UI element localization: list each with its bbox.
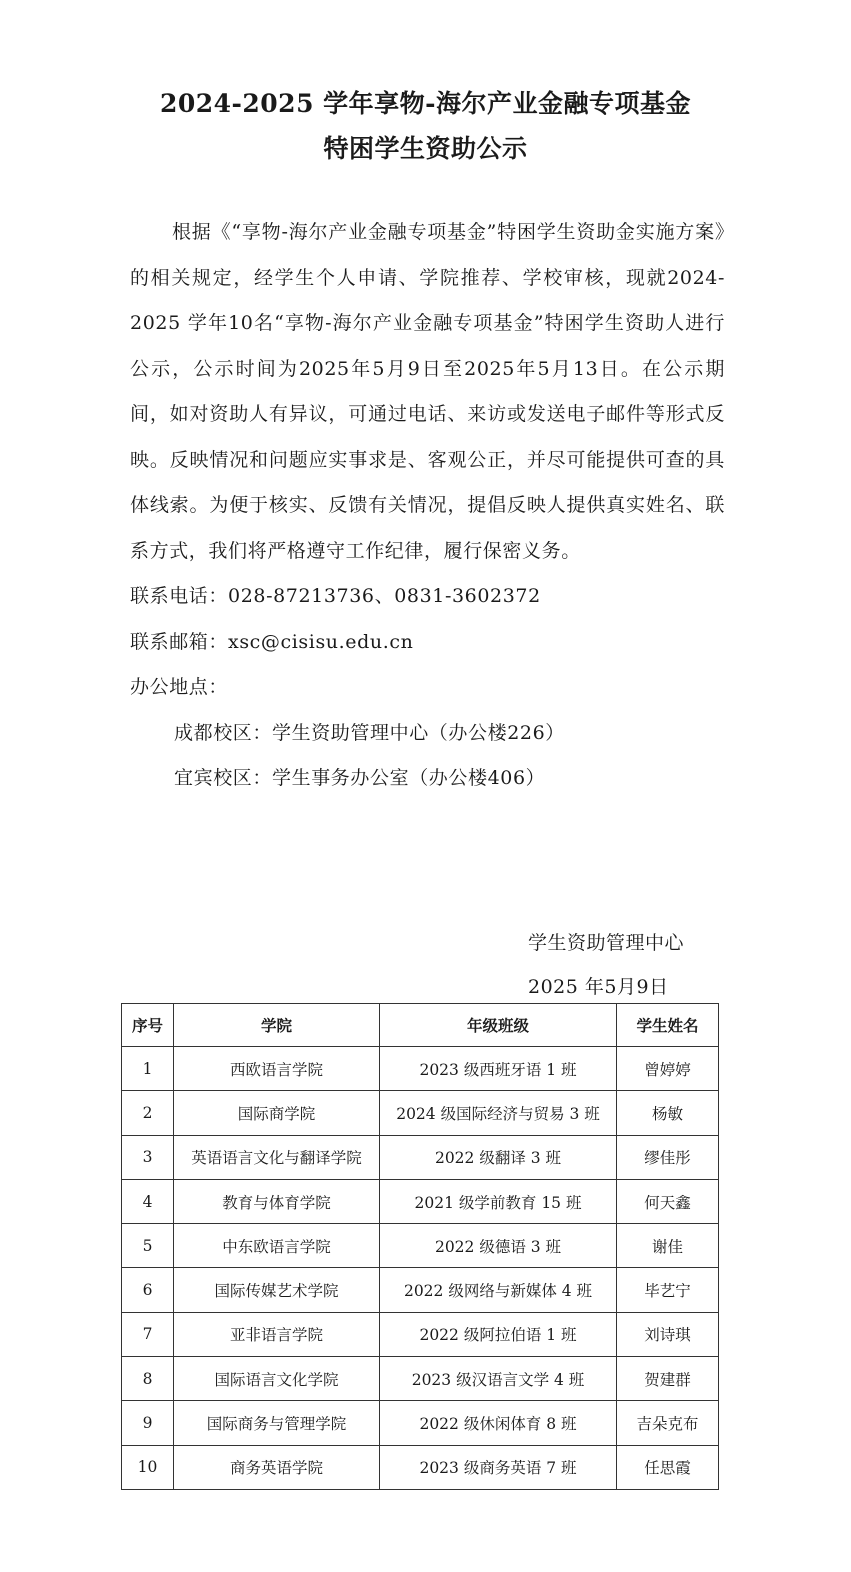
table-row bbox=[122, 1312, 719, 1356]
row-index: 4 bbox=[122, 1179, 174, 1223]
row-college: 教育与体育学院 bbox=[174, 1179, 380, 1223]
table-row bbox=[122, 1401, 719, 1445]
contact-email: 联系邮箱：xsc@cisisu.edu.cn bbox=[130, 630, 414, 653]
announcement-paragraph: 根据《“享物-海尔产业金融专项基金”特困学生资助金实施方案》的相关规定，经学生个人申请、学院推荐、学校审核，现就2024-2025 学年10名“享物-海尔产业金融专项基金”特困学生资助人进行公示，公示时间为2025年5月9日至2025年5月13日。在公示期间，如对资助人有异议，可通过电话、来访或发送电子邮件等形式反映。反映情况和问题应实事求是、客观公正，并尽可能提供可查的具体线索。为便于核实、反馈有关情况，提倡反映人提供真实姓名、联系方式，我们将严格遵守工作纪律，履行保密义务。 bbox=[130, 221, 725, 562]
row-index: 10 bbox=[122, 1445, 174, 1489]
row-college: 国际商务与管理学院 bbox=[174, 1401, 380, 1445]
header-class: 年级班级 bbox=[380, 1004, 617, 1047]
row-student-name: 何天鑫 bbox=[617, 1179, 719, 1223]
row-student-name: 贺建群 bbox=[617, 1357, 719, 1401]
row-college: 英语语言文化与翻译学院 bbox=[174, 1135, 380, 1179]
row-index: 3 bbox=[122, 1135, 174, 1179]
row-index: 1 bbox=[122, 1047, 174, 1091]
row-student-name: 毕艺宁 bbox=[617, 1268, 719, 1312]
row-class: 2022 级网络与新媒体 4 班 bbox=[380, 1268, 617, 1312]
row-class: 2021 级学前教育 15 班 bbox=[380, 1179, 617, 1223]
office-yibin: 宜宾校区：学生事务办公室（办公楼406） bbox=[174, 767, 546, 789]
row-college: 国际语言文化学院 bbox=[174, 1357, 380, 1401]
header-index: 序号 bbox=[122, 1004, 174, 1047]
row-college: 中东欧语言学院 bbox=[174, 1224, 380, 1268]
page-title-line1: 2024-2025 学年享物-海尔产业金融专项基金 bbox=[159, 89, 692, 118]
row-class: 2022 级休闲体育 8 班 bbox=[380, 1401, 617, 1445]
table-row bbox=[122, 1268, 719, 1312]
row-class: 2022 级翻译 3 班 bbox=[380, 1135, 617, 1179]
office-chengdu: 成都校区：学生资助管理中心（办公楼226） bbox=[174, 721, 565, 744]
header-student-name: 学生姓名 bbox=[617, 1004, 719, 1047]
row-college: 商务英语学院 bbox=[174, 1445, 380, 1489]
row-class: 2024 级国际经济与贸易 3 班 bbox=[380, 1091, 617, 1135]
table-header-row bbox=[122, 1004, 719, 1047]
row-index: 9 bbox=[122, 1401, 174, 1445]
row-college: 国际传媒艺术学院 bbox=[174, 1268, 380, 1312]
table-row bbox=[122, 1179, 719, 1223]
header-college: 学院 bbox=[174, 1004, 380, 1047]
row-student-name: 缪佳彤 bbox=[617, 1135, 719, 1179]
contact-phone: 联系电话：028-87213736、0831-3602372 bbox=[130, 585, 541, 607]
row-student-name: 吉朵克布 bbox=[617, 1401, 719, 1445]
row-student-name: 任思霞 bbox=[617, 1445, 719, 1489]
signature-date: 2025 年5月9日 bbox=[528, 976, 669, 998]
row-class: 2023 级商务英语 7 班 bbox=[380, 1445, 617, 1489]
row-student-name: 谢佳 bbox=[617, 1224, 719, 1268]
row-index: 8 bbox=[122, 1357, 174, 1401]
page-title-line2: 特困学生资助公示 bbox=[323, 134, 528, 163]
row-index: 5 bbox=[122, 1224, 174, 1268]
row-class: 2023 级汉语言文学 4 班 bbox=[380, 1357, 617, 1401]
row-student-name: 刘诗琪 bbox=[617, 1312, 719, 1356]
row-class: 2022 级德语 3 班 bbox=[380, 1224, 617, 1268]
row-student-name: 曾婷婷 bbox=[617, 1047, 719, 1091]
signature-org: 学生资助管理中心 bbox=[528, 932, 685, 954]
table-row bbox=[122, 1047, 719, 1091]
office-label: 办公地点： bbox=[130, 676, 229, 698]
row-class: 2022 级阿拉伯语 1 班 bbox=[380, 1312, 617, 1356]
row-college: 国际商学院 bbox=[174, 1091, 380, 1135]
recipients-table bbox=[121, 1003, 719, 1490]
row-college: 亚非语言学院 bbox=[174, 1312, 380, 1356]
table-row bbox=[122, 1091, 719, 1135]
table-row bbox=[122, 1135, 719, 1179]
row-student-name: 杨敏 bbox=[617, 1091, 719, 1135]
row-index: 7 bbox=[122, 1312, 174, 1356]
table-row bbox=[122, 1445, 719, 1489]
row-index: 6 bbox=[122, 1268, 174, 1312]
table-row bbox=[122, 1357, 719, 1401]
row-college: 西欧语言学院 bbox=[174, 1047, 380, 1091]
announcement-body bbox=[130, 210, 725, 802]
row-class: 2023 级西班牙语 1 班 bbox=[380, 1047, 617, 1091]
row-index: 2 bbox=[122, 1091, 174, 1135]
table-row bbox=[122, 1224, 719, 1268]
